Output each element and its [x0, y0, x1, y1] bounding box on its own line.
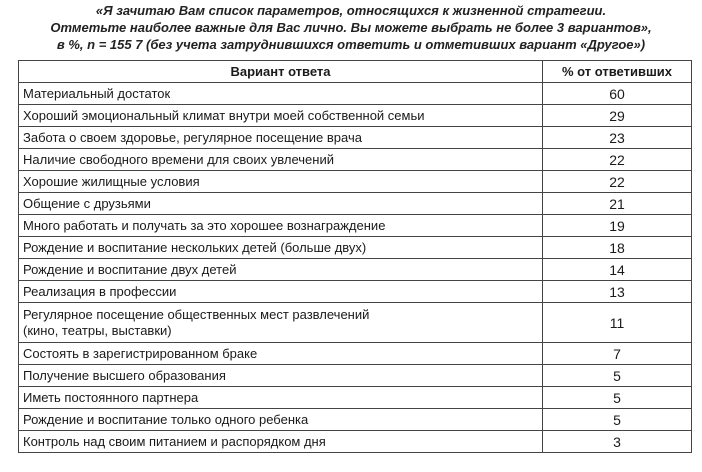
table-row — [19, 127, 692, 149]
table-row — [19, 343, 692, 365]
table-row — [19, 193, 692, 215]
row-value: 23 — [543, 127, 692, 149]
table-row — [19, 409, 692, 431]
row-label: Забота о своем здоровье, регулярное посещение врача — [19, 127, 543, 149]
row-label: Много работать и получать за это хорошее вознаграждение — [19, 215, 543, 237]
row-value: 7 — [543, 343, 692, 365]
row-label: Получение высшего образования — [19, 365, 543, 387]
row-value: 3 — [543, 431, 692, 453]
table-row — [19, 83, 692, 105]
table-row — [19, 149, 692, 171]
row-value: 19 — [543, 215, 692, 237]
row-label: Рождение и воспитание нескольких детей (больше двух) — [19, 237, 543, 259]
row-label — [19, 303, 543, 343]
row-label: Рождение и воспитание только одного ребенка — [19, 409, 543, 431]
caption-line-1: «Я зачитаю Вам список параметров, относящихся к жизненной стратегии. — [95, 3, 607, 18]
caption-line-2: Отметьте наиболее важные для Вас лично. Вы можете выбрать не более 3 вариантов», — [50, 20, 652, 35]
row-value: 11 — [543, 303, 692, 343]
row-value: 13 — [543, 281, 692, 303]
caption-line-3: в %, n = 155 7 (без учета затруднившихся ответить и отметивших вариант «Другое») — [56, 37, 646, 52]
row-value: 29 — [543, 105, 692, 127]
table-row — [19, 237, 692, 259]
row-label: Рождение и воспитание двух детей — [19, 259, 543, 281]
table-row — [19, 171, 692, 193]
survey-table — [18, 60, 692, 453]
row-value: 5 — [543, 387, 692, 409]
table-row — [19, 105, 692, 127]
table-row — [19, 215, 692, 237]
header-percent: % от ответивших — [543, 61, 692, 83]
table-row — [19, 303, 692, 343]
row-label: Реализация в профессии — [19, 281, 543, 303]
table-caption — [0, 2, 702, 53]
table-row — [19, 431, 692, 453]
row-value: 22 — [543, 149, 692, 171]
row-label-line-2: (кино, театры, выставки) — [23, 322, 172, 338]
table-row — [19, 281, 692, 303]
row-value: 60 — [543, 83, 692, 105]
row-value: 5 — [543, 409, 692, 431]
row-label: Состоять в зарегистрированном браке — [19, 343, 543, 365]
row-value: 18 — [543, 237, 692, 259]
row-label: Контроль над своим питанием и распорядком дня — [19, 431, 543, 453]
row-label: Материальный достаток — [19, 83, 543, 105]
row-label: Общение с друзьями — [19, 193, 543, 215]
header-answer-option: Вариант ответа — [19, 61, 543, 83]
row-label: Хорошие жилищные условия — [19, 171, 543, 193]
table-row — [19, 387, 692, 409]
row-label-line-1: Регулярное посещение общественных мест развлечений — [23, 306, 370, 322]
row-label: Наличие свободного времени для своих увлечений — [19, 149, 543, 171]
table-row — [19, 365, 692, 387]
row-value: 22 — [543, 171, 692, 193]
row-value: 21 — [543, 193, 692, 215]
row-value: 14 — [543, 259, 692, 281]
row-label: Иметь постоянного партнера — [19, 387, 543, 409]
table-header-row — [19, 61, 692, 83]
row-label: Хороший эмоциональный климат внутри моей собственной семьи — [19, 105, 543, 127]
table-row — [19, 259, 692, 281]
row-value: 5 — [543, 365, 692, 387]
